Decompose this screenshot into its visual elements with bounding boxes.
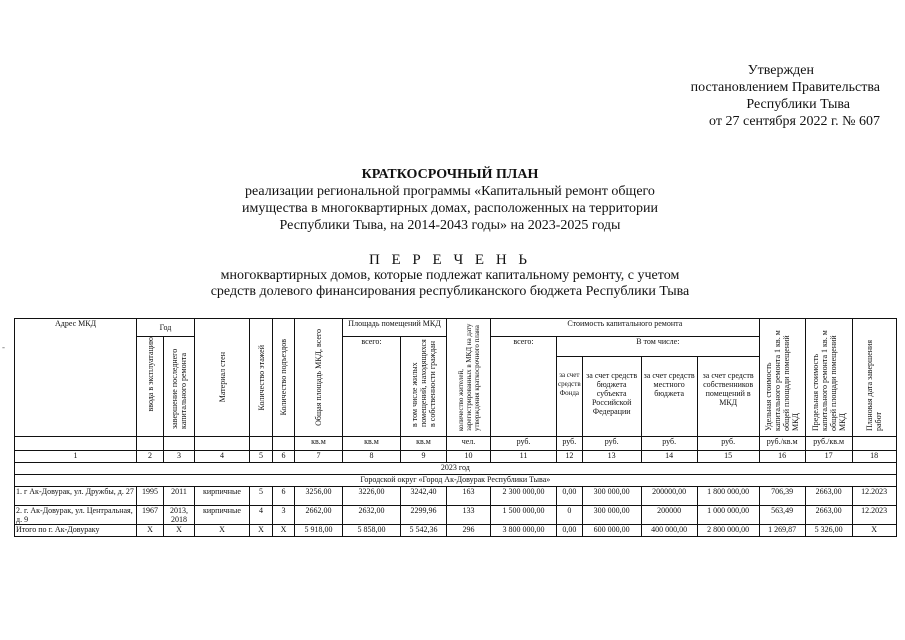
cell: 12.2023: [852, 506, 896, 525]
header-area-all: всего:: [343, 337, 401, 437]
plan-heading: КРАТКОСРОЧНЫЙ ПЛАН: [361, 167, 539, 182]
header-cost-group: Стоимость капитального ремонта: [491, 319, 760, 337]
header-cost-all: всего:: [491, 337, 557, 437]
header-unit-cost: Удельная стоимость капитального ремонта 1 кв. м общей площади помещений МКД: [759, 319, 805, 437]
header-year: Год: [137, 319, 195, 337]
total-label: Итого по г. Ак-Довураку: [15, 525, 137, 537]
header-cost-incl: В том числе:: [557, 337, 760, 357]
header-residents: количество жителей, зарегистрированных в МКД на дату утверждения краткосрочного плана: [447, 319, 491, 437]
header-total-area: Общая площадь МКД, всего: [295, 319, 343, 437]
cell: 1 000 000,00: [697, 506, 759, 525]
year-section-label: 2023 год: [15, 463, 897, 475]
unit-cell: руб./кв.м: [805, 437, 852, 451]
cell: 6: [273, 487, 295, 506]
total-row: [15, 525, 897, 537]
cell: 296: [447, 525, 491, 537]
header-local: за счет средств местного бюджета: [641, 357, 697, 437]
header-address: Адрес МКД: [15, 319, 137, 437]
cell: 2663,00: [805, 506, 852, 525]
column-number: 16: [759, 451, 805, 463]
cell: кирпичные: [195, 487, 250, 506]
cell: 2011: [164, 487, 195, 506]
cell: 1967: [137, 506, 164, 525]
cell: кирпичные: [195, 506, 250, 525]
header-floors: Количество этажей: [250, 319, 273, 437]
column-number: 1: [15, 451, 137, 463]
plan-title-line-2: имущества в многоквартирных домах, расположенных на территории: [241, 201, 659, 216]
plan-title-line-3: Республики Тыва, на 2014-2043 годы» на 2023-2025 годы: [279, 218, 621, 233]
cell: 0,00: [557, 487, 583, 506]
column-number: 12: [557, 451, 583, 463]
column-number: 11: [491, 451, 557, 463]
cell: 1995: [137, 487, 164, 506]
cell: X: [852, 525, 896, 537]
cell: 3: [273, 506, 295, 525]
cell: 1 269,87: [759, 525, 805, 537]
header-fund: за счет средств Фонда: [557, 357, 583, 437]
district-section-label: Городской округ «Город Ак-Довурак Республики Тыва»: [15, 475, 897, 487]
unit-cell: руб.: [582, 437, 641, 451]
approval-block: [600, 62, 880, 130]
list-heading: П Е Р Е Ч Е Н Ь: [368, 252, 532, 268]
list-title: [150, 252, 750, 300]
column-number: 7: [295, 451, 343, 463]
header-year-repair: завершение последнего капитального ремонта: [164, 337, 195, 437]
column-number: 2: [137, 451, 164, 463]
margin-mark: -: [2, 342, 5, 352]
column-number: 3: [164, 451, 195, 463]
cell: 2632,00: [343, 506, 401, 525]
header-subject: за счет средств бюджета субъекта Российской Федерации: [582, 357, 641, 437]
column-number: 18: [852, 451, 896, 463]
column-number: 8: [343, 451, 401, 463]
cell: 300 000,00: [582, 487, 641, 506]
cell: X: [164, 525, 195, 537]
cell: 12.2023: [852, 487, 896, 506]
cell: X: [273, 525, 295, 537]
cell: 5 858,00: [343, 525, 401, 537]
cell: X: [137, 525, 164, 537]
column-numbers-row: [15, 451, 897, 463]
cell: 200000: [641, 506, 697, 525]
cell: 0,00: [557, 525, 583, 537]
cell: 300 000,00: [582, 506, 641, 525]
column-number: 6: [273, 451, 295, 463]
cell: 200000,00: [641, 487, 697, 506]
cell: 133: [447, 506, 491, 525]
address-cell: 2. г. Ак-Довурак, ул. Центральная, д. 9: [15, 506, 137, 525]
column-number: 15: [697, 451, 759, 463]
cell: 5 326,00: [805, 525, 852, 537]
houses-table: [14, 318, 897, 537]
cell: X: [195, 525, 250, 537]
header-area-living: в том числе жилых помещений, находящихся в собственности граждан: [401, 337, 447, 437]
unit-cell: кв.м: [295, 437, 343, 451]
cell: 163: [447, 487, 491, 506]
cell: 3256,00: [295, 487, 343, 506]
header-material: Материал стен: [195, 319, 250, 437]
column-number: 13: [582, 451, 641, 463]
cell: 2 300 000,00: [491, 487, 557, 506]
cell: 600 000,00: [582, 525, 641, 537]
header-year-in: ввода в эксплуатацию: [137, 337, 164, 437]
header-max-cost: Предельная стоимость капитального ремонта 1 кв. м общей площади помещений МКД: [805, 319, 852, 437]
cell: 3 800 000,00: [491, 525, 557, 537]
column-number: 4: [195, 451, 250, 463]
approval-line-1: Утвержден: [747, 63, 814, 78]
header-plan-date: Плановая дата завершения работ: [852, 319, 896, 437]
cell: 706,39: [759, 487, 805, 506]
address-cell: 1. г Ак-Довурак, ул. Дружбы, д. 27: [15, 487, 137, 506]
cell: 3242,40: [401, 487, 447, 506]
cell: 2 800 000,00: [697, 525, 759, 537]
cell: X: [250, 525, 273, 537]
cell: 2663,00: [805, 487, 852, 506]
table-row: [15, 487, 897, 506]
unit-cell: руб.: [641, 437, 697, 451]
column-number: 14: [641, 451, 697, 463]
cell: 5 542,36: [401, 525, 447, 537]
cell: 5: [250, 487, 273, 506]
unit-cell: руб./кв.м: [759, 437, 805, 451]
cell: 0: [557, 506, 583, 525]
table-row: [15, 506, 897, 525]
cell: 3226,00: [343, 487, 401, 506]
header-entrances: Количество подъездов: [273, 319, 295, 437]
header-owners: за счет средств собственников помещений в МКД: [697, 357, 759, 437]
approval-line-3: Республики Тыва: [746, 97, 850, 112]
unit-cell: руб.: [491, 437, 557, 451]
cell: 400 000,00: [641, 525, 697, 537]
plan-title: [150, 166, 750, 234]
column-number: 9: [401, 451, 447, 463]
approval-line-4: от 27 сентября 2022 г. № 607: [709, 114, 880, 129]
list-title-line-1: многоквартирных домов, которые подлежат капитальному ремонту, с учетом: [220, 268, 680, 283]
unit-cell: чел.: [447, 437, 491, 451]
header-area-group: Площадь помещений МКД: [343, 319, 447, 337]
cell: 563,49: [759, 506, 805, 525]
column-number: 17: [805, 451, 852, 463]
list-title-line-2: средств долевого финансирования республиканского бюджета Республики Тыва: [210, 284, 690, 299]
cell: 5 918,00: [295, 525, 343, 537]
unit-cell: руб.: [697, 437, 759, 451]
cell: 1 500 000,00: [491, 506, 557, 525]
column-number: 5: [250, 451, 273, 463]
approval-line-2: постановлением Правительства: [690, 80, 880, 95]
column-number: 10: [447, 451, 491, 463]
cell: 4: [250, 506, 273, 525]
unit-cell: кв.м: [343, 437, 401, 451]
unit-cell: руб.: [557, 437, 583, 451]
cell: 1 800 000,00: [697, 487, 759, 506]
unit-cell: кв.м: [401, 437, 447, 451]
cell: 2299,96: [401, 506, 447, 525]
cell: 2662,00: [295, 506, 343, 525]
cell: 2013, 2018: [164, 506, 195, 525]
plan-title-line-1: реализации региональной программы «Капитальный ремонт общего: [245, 184, 655, 199]
